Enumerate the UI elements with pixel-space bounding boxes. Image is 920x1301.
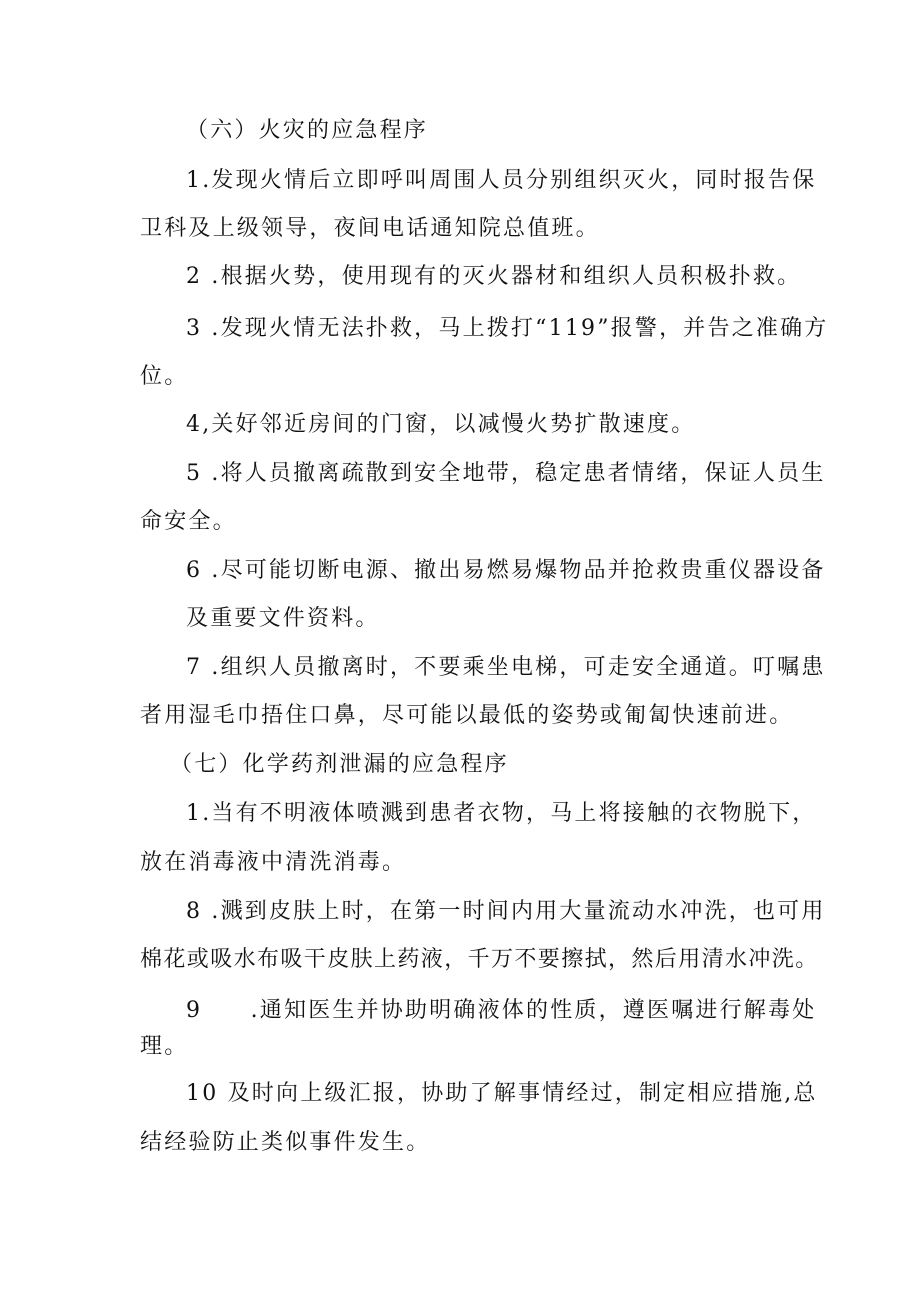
paragraph-line: 3 .发现火情无法扑救，马上拨打“119”报警，并告之准确方	[186, 316, 829, 341]
paragraph-line: 6 .尽可能切断电源、撤出易燃易爆物品并抢救贵重仪器设备	[186, 558, 826, 583]
paragraph-line: 位。	[140, 364, 189, 389]
paragraph-line: 9 .通知医生并协助明确液体的性质，遵医嘱进行解毒处	[186, 998, 817, 1023]
paragraph-line: 10 及时向上级汇报，协助了解事情经过，制定相应措施,总	[186, 1081, 818, 1106]
section-6-heading: （六）火灾的应急程序	[186, 118, 429, 143]
paragraph-line: 放在消毒液中清洗消毒。	[140, 850, 407, 875]
paragraph-line: 结经验防止类似事件发生。	[140, 1130, 431, 1155]
paragraph-line: 卫科及上级领导，夜间电话通知院总值班。	[140, 216, 600, 241]
paragraph-line: 7 .组织人员撤离时，不要乘坐电梯，可走安全通道。叮嘱患	[186, 655, 826, 680]
paragraph-line: 命安全。	[140, 509, 237, 534]
paragraph-line: 及重要文件资料。	[186, 606, 380, 631]
section-7-heading: （七）化学药剂泄漏的应急程序	[170, 752, 509, 777]
paragraph-line: 1.发现火情后立即呼叫周围人员分别组织灭火，同时报告保	[186, 168, 817, 193]
paragraph-line: 5 .将人员撤离疏散到安全地带，稳定患者情绪，保证人员生	[186, 461, 826, 486]
paragraph-line: 者用湿毛巾捂住口鼻，尽可能以最低的姿势或匍匐快速前进。	[140, 703, 794, 728]
paragraph-line: 2 .根据火势，使用现有的灭火器材和组织人员积极扑救。	[186, 264, 802, 289]
paragraph-line: 棉花或吸水布吸干皮肤上药液，千万不要擦拭，然后用清水冲洗。	[140, 947, 819, 972]
paragraph-line: 1.当有不明液体喷溅到患者衣物，马上将接触的衣物脱下，	[186, 801, 817, 826]
paragraph-line: 4,关好邻近房间的门窗，以减慢火势扩散速度。	[186, 412, 696, 437]
paragraph-line: 8 .溅到皮肤上时，在第一时间内用大量流动水冲洗，也可用	[186, 899, 826, 924]
paragraph-line: 理。	[140, 1034, 189, 1059]
